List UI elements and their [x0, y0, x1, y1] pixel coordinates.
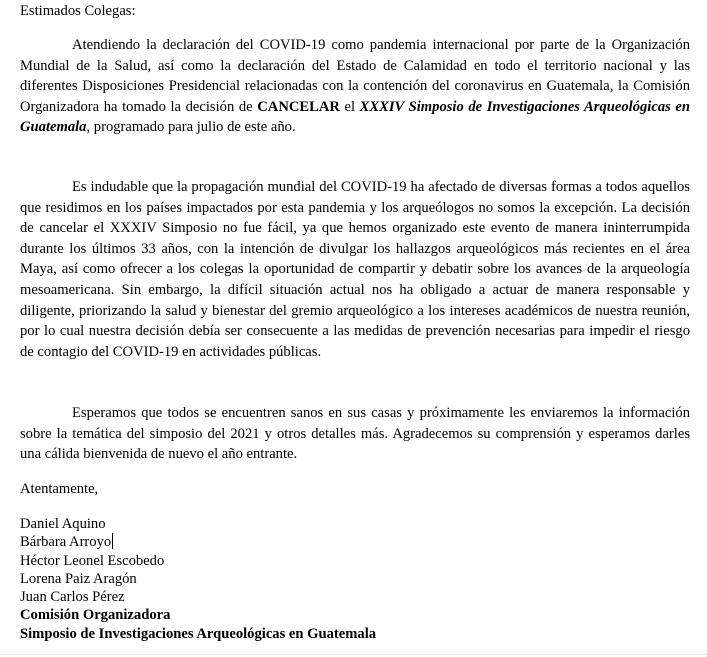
signer-name: Lorena Paiz Aragón — [20, 570, 137, 587]
paragraph-cancellation — [20, 35, 690, 138]
salutation: Estimados Colegas: — [20, 3, 136, 19]
event-title: XXXIV Simposio de Investigaciones Arqueológicas en Guatemala — [20, 98, 690, 136]
signer-name: Héctor Leonel Escobedo — [20, 552, 165, 569]
event-name: Simposio de Investigaciones Arqueológicas en Guatemala — [20, 625, 377, 642]
organization-name: Comisión Organizadora — [20, 607, 171, 624]
closing: Atentamente, — [20, 481, 99, 497]
paragraph-end-text: , programado para julio de este año. — [86, 119, 296, 136]
signer-name: Daniel Aquino — [20, 516, 106, 532]
text-cursor — [112, 533, 113, 549]
paragraph-connector-text: el — [339, 98, 360, 115]
cancel-emphasis: CANCELAR — [257, 98, 340, 115]
signature-block — [20, 515, 376, 643]
paragraph-impact: Es indudable que la propagación mundial del COVID-19 ha afectado de diversas formas a todos aquellos que residimos en los países impactados por esta pandemia y los arqueólogos no somos la excepción. La decisión de cancelar el XXXIV Simposio no fue fácil, ya que hemos organizado este evento de manera ininterrumpida durante los últimos 33 años, con la intención de divulgar los hallazgos arqueológicos más recientes en el área Maya, así como ofrecer a los colegas la oportunidad de compartir y debatir sobre los avances de la arqueología mesoamericana. Sin embargo, la difícil situación actual nos ha obligado a actuar de manera responsable y diligente, priorizando la salud y bienestar del gremio arqueológico a los intereses académicos de nuestra reunión, por lo cual nuestra decisión debía ser consecuente a las medidas de prevención necesarias para impedir el riesgo de contagio del COVID-19 en actividades públicas. — [20, 179, 690, 360]
paragraph-intro-text: Atendiendo la declaración del COVID-19 como pandemia internacional por parte de la Organización Mundial de la Salud, así como la declaración del Estado de Calamidad en todo el territorio nacional y las diferentes Disposiciones Presidencial relacionadas con la contención del coronavirus en Guatemala, la Comisión Organizadora ha tomado la decisión de — [20, 37, 690, 115]
page-bottom-divider — [0, 654, 707, 655]
signer-name: Bárbara Arroyo — [20, 534, 112, 551]
paragraph-farewell: Esperamos que todos se encuentren sanos en sus casas y próximamente les enviaremos la información sobre la temática del simposio del 2021 y otros detalles más. Agradecemos su comprensión y esperamos darles una cálida bienvenida de nuevo el año entrante. — [20, 405, 690, 463]
signer-name-with-cursor[interactable] — [20, 533, 376, 551]
signer-name: Juan Carlos Pérez — [20, 589, 125, 606]
